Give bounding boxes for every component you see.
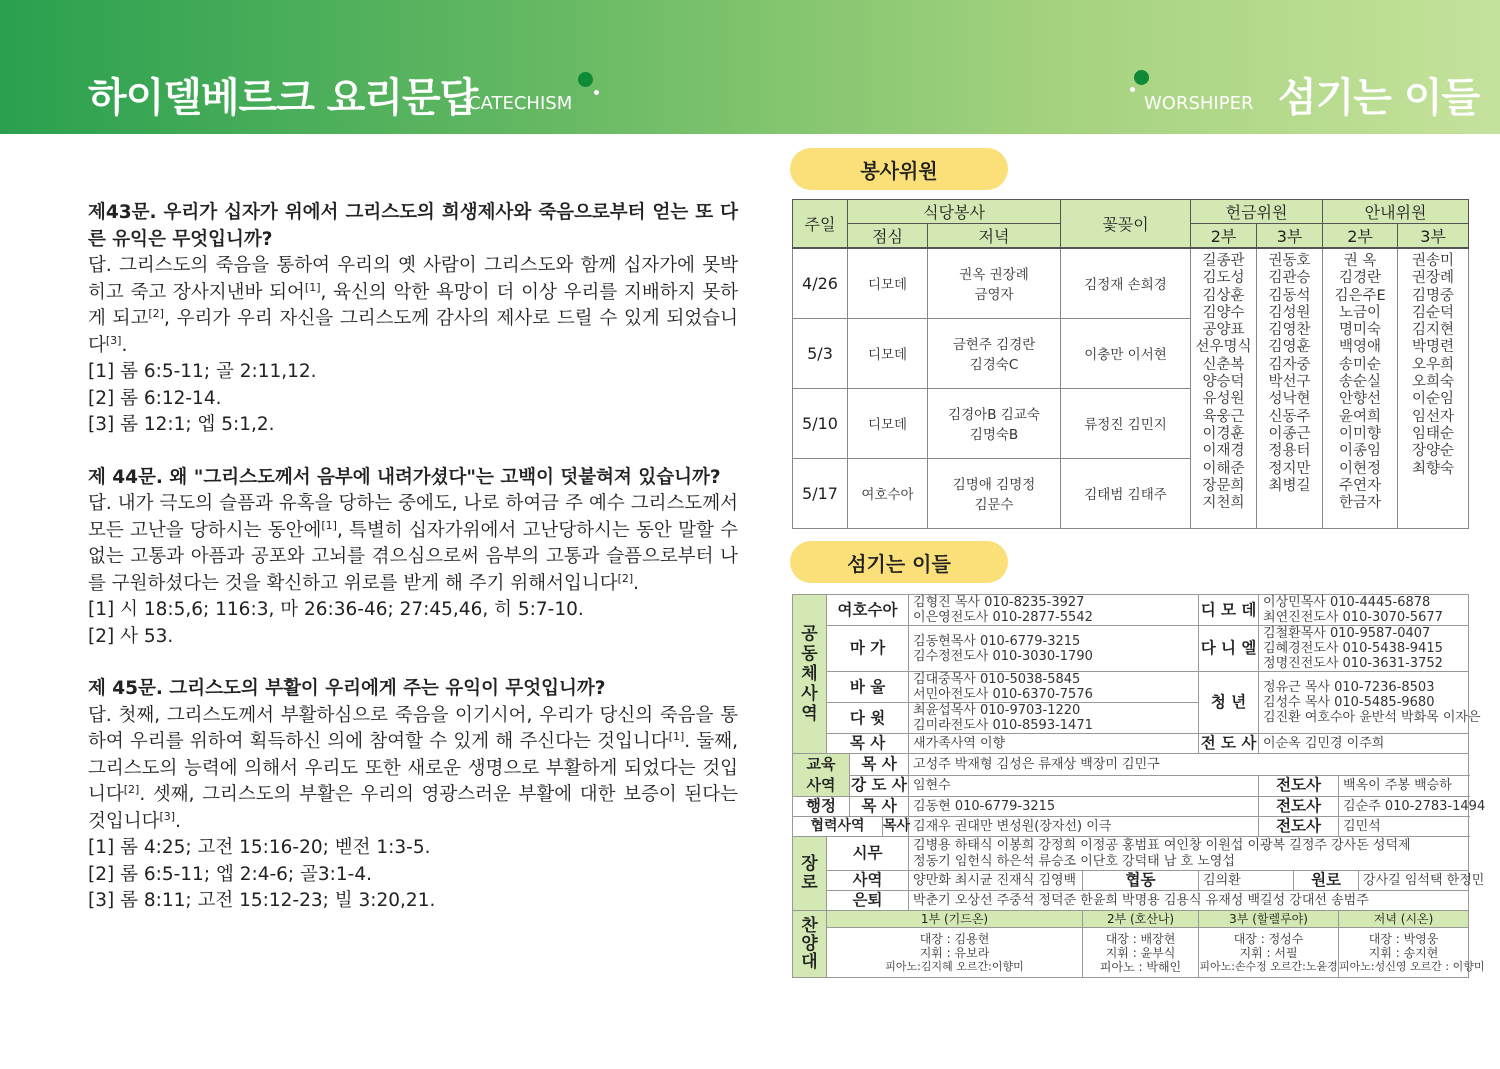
gangdosa-label: 강 도 사: [850, 775, 909, 797]
name-item: 김자중: [1268, 356, 1311, 373]
eunt-label: 은퇴: [827, 891, 909, 911]
coop-value: 김재우 권대만 변성원(장자선) 이극: [909, 817, 1259, 837]
jeondosa-label: 전 도 사: [1199, 734, 1259, 754]
date-cell: 5/17: [793, 458, 848, 528]
contact-line: 김성수 목사 010-5485-9680: [1263, 695, 1435, 710]
label-char: 역: [801, 704, 818, 724]
daniel-value: [1259, 626, 1469, 672]
saek-value: 양만화 최시균 진재식 김영백: [909, 871, 1083, 891]
dinner-line: 김명애 김명정: [952, 477, 1036, 493]
dinner-line: 김문수: [974, 497, 1014, 513]
name-item: 김관승: [1268, 270, 1311, 287]
answer: 답. 내가 극도의 슬픔과 유혹을 당하는 중에도, 나로 하여금 주 예수 그리스도께서 모든 고난을 당하시는 동안에[1], 특별히 십자가위에서 고난당하시는 동안 말할 수 없는 고통과 아픔과 공포와 고뇌를 겪으심으로써 음부의 고통과 슬픔으로부터 나를 구원하셨다는 것을 확신하고 위로를 받게 해 주기 위해서입니다[2].: [88, 493, 738, 594]
name-item: 김지현: [1412, 322, 1455, 339]
dot-icon: [578, 72, 593, 87]
elder-line: 김병용 하태식 이봉희 강정희 이정공 홍범표 여인창 이원섭 이광복 길정주 강사돈 성덕제: [913, 837, 1411, 853]
name-item: 주연자: [1339, 477, 1382, 494]
choir-line: 대장 : 박영웅: [1368, 931, 1439, 946]
wonro-label: 원로: [1294, 871, 1359, 891]
name-item: 신춘복: [1202, 356, 1245, 373]
header-offering: 헌금위원: [1191, 200, 1323, 224]
catechism-section: [88, 200, 738, 915]
offering-3-list: [1257, 248, 1323, 528]
dimode-label: 디 모 데: [1199, 595, 1259, 626]
staff-table: [792, 594, 1486, 978]
choir-line: 지휘 : 서필: [1239, 945, 1298, 960]
flower-cell: 김정재 손희경: [1061, 248, 1191, 318]
name-item: 이종임: [1339, 443, 1382, 460]
choir-line: 피아노:김지혜 오르간:이향미: [885, 959, 1024, 973]
date-cell: 5/3: [793, 318, 848, 388]
label-char: 장: [801, 853, 818, 874]
name-item: 장양순: [1412, 443, 1455, 460]
dinner-line: 권옥 권장례: [959, 267, 1029, 284]
name-item: 안향선: [1339, 391, 1382, 408]
contact-line: 김철환목사 010-9587-0407: [1263, 626, 1431, 641]
reference: [3] 롬 8:11; 고전 15:12-23; 빌 3:20,21.: [88, 890, 436, 911]
edu-moksa-label: 목 사: [850, 754, 909, 776]
name-item: 백영애: [1339, 339, 1382, 356]
hyeop-value: 김의환: [1199, 871, 1294, 891]
name-item: 노금이: [1339, 304, 1382, 321]
david-value: [909, 703, 1199, 734]
label-char: 사: [801, 684, 818, 704]
header-flower: 꽃꽂이: [1061, 200, 1191, 249]
coop-moksa-label: 목사: [883, 817, 909, 837]
edu-jeondosa-label: 전도사: [1259, 775, 1339, 797]
name-item: 권동호: [1268, 253, 1311, 269]
name-item: 김순덕: [1412, 304, 1455, 321]
name-item: 최병길: [1268, 477, 1311, 494]
gangdosa-value: 임현수: [909, 775, 1259, 797]
name-item: 최향숙: [1412, 460, 1455, 477]
community-ministry-label: [793, 595, 827, 754]
choir-line: 대장 : 배장현: [1105, 931, 1176, 946]
reference: [1] 시 18:5,6; 116:3, 마 26:36-46; 27:45,46, 히 5:7-10.: [88, 599, 584, 620]
contact-line: 최연진전도사 010-3070-5677: [1263, 610, 1443, 625]
label-char: 체: [801, 664, 818, 684]
daniel-label: 다 니 엘: [1199, 626, 1259, 672]
footnote-mark: [1]: [668, 729, 685, 743]
david-label: 다 윗: [827, 703, 909, 734]
stacked-label: [793, 754, 849, 796]
name-item: 김도성: [1202, 270, 1245, 287]
admin-jeondosa-label: 전도사: [1259, 797, 1339, 817]
name-item: 송순실: [1339, 374, 1382, 391]
footnote-mark: [2]: [617, 571, 634, 585]
name-item: 이현정: [1339, 460, 1382, 477]
name-item: 정용터: [1268, 443, 1311, 460]
name-item: 명미숙: [1339, 322, 1382, 339]
elder-line: 정동기 임헌식 하은석 류승조 이단호 강덕태 남 호 노영섭: [913, 853, 1235, 869]
contact-line: 정명진전도사 010-3631-3752: [1263, 656, 1443, 671]
name-item: 김영훈: [1268, 339, 1311, 356]
moksa-value: 새가족사역 이향: [909, 734, 1199, 754]
dinner-cell: [928, 318, 1061, 388]
dot-icon: [1130, 87, 1135, 92]
choir-line: 대장 : 정성수: [1233, 931, 1304, 946]
choir-line: 지휘 : 송지현: [1368, 945, 1439, 960]
dinner-line: 김경아B 김교숙: [948, 407, 1040, 423]
guide-2-list: [1323, 248, 1398, 528]
name-item: 성낙현: [1268, 391, 1311, 408]
choir-head: 2부 (호산나): [1083, 911, 1199, 928]
page-header: [0, 0, 1500, 134]
question: 제 45문. 그리스도의 부활이 우리에게 주는 유익이 무엇입니까?: [88, 678, 606, 699]
lunch-cell: 디모데: [848, 248, 928, 318]
contact-line: 정유근 목사 010-7236-8503: [1263, 680, 1435, 695]
choir-line: 피아노:손수정 오르간:노윤경: [1199, 959, 1338, 973]
staff-pill: 섬기는 이들: [790, 541, 1008, 583]
lunch-cell: 디모데: [848, 388, 928, 458]
dot-icon: [594, 90, 599, 95]
jeondosa-value: 이순옥 김민경 이주희: [1259, 734, 1469, 754]
admin-label: 행정: [793, 797, 850, 817]
simu-value: [909, 837, 1469, 871]
name-item: 김상훈: [1202, 287, 1245, 304]
name-item: 한금자: [1339, 495, 1382, 512]
name-item: 공양표: [1202, 322, 1245, 339]
date-cell: 4/26: [793, 248, 848, 318]
name-item: 정지만: [1268, 460, 1311, 477]
footnote-mark: [2]: [148, 306, 164, 320]
eunt-value: 박춘기 오상선 주중석 정덕준 한윤희 박명용 김용식 유재성 백길성 강대선 송범주: [909, 891, 1469, 911]
choir-label: [793, 911, 827, 978]
dot-icon: [1134, 70, 1149, 85]
dinner-cell: [928, 388, 1061, 458]
flower-cell: 류정진 김민지: [1061, 388, 1191, 458]
name-item: 임태순: [1412, 425, 1455, 442]
hyeop-label: 협동: [1083, 871, 1199, 891]
choir-cell: [1199, 928, 1339, 978]
coop-jeondosa-value: 김민석: [1339, 817, 1469, 837]
name-item: 김은주E: [1334, 287, 1386, 304]
name-item: 육웅근: [1202, 408, 1245, 425]
yeohosua-value: [909, 595, 1199, 626]
footnote-mark: [3]: [159, 809, 176, 823]
name-item: 오우희: [1412, 356, 1455, 373]
name-item: 김경란: [1339, 270, 1382, 287]
lunch-cell: 디모데: [848, 318, 928, 388]
question: 제43문. 우리가 십자가 위에서 그리스도의 희생제사와 죽음으로부터 얻는 또 다른 유익은 무엇입니까?: [88, 202, 738, 250]
footnote-mark: [1]: [321, 518, 337, 532]
dimode-value: [1259, 595, 1469, 626]
dinner-line: 금현주 김경란: [952, 337, 1036, 353]
saek-label: 사역: [827, 871, 909, 891]
edu-moksa-value: 고성주 박재형 김성은 류재상 백장미 김민구: [909, 754, 1469, 776]
contact-line: 김미라전도사 010-8593-1471: [913, 718, 1093, 733]
name-item: 김동석: [1268, 287, 1311, 304]
name-item: 윤여희: [1339, 408, 1382, 425]
contact-line: 김동현목사 010-6779-3215: [913, 633, 1081, 649]
choir-cell: [1083, 928, 1199, 978]
header-offering-3: 3부: [1257, 224, 1323, 249]
education-label: [793, 754, 850, 797]
name-item: 권송미: [1412, 253, 1455, 269]
header-guide-3: 3부: [1398, 224, 1469, 249]
footnote-mark: [3]: [105, 333, 122, 347]
date-cell: 5/10: [793, 388, 848, 458]
reference: [1] 롬 4:25; 고전 15:16-20; 벧전 1:3-5.: [88, 837, 431, 858]
choir-line: 지휘 : 윤부식: [1105, 945, 1176, 960]
contact-line: 김진환 여호수아 윤반석 박화목 이자은: [1263, 710, 1481, 725]
name-item: 박선구: [1268, 374, 1311, 391]
offering-2-list: [1191, 248, 1257, 528]
label-char: 양: [801, 934, 818, 954]
choir-head: 3부 (할렐루야): [1199, 911, 1339, 928]
name-item: 유성원: [1202, 391, 1245, 408]
name-item: 오희숙: [1412, 374, 1455, 391]
choir-line: 대장 : 김용현: [919, 931, 990, 946]
choir-line: 피아노 : 박해인: [1099, 959, 1182, 974]
title-right: 섬기는 이들: [1278, 75, 1480, 121]
section-gap: [88, 439, 738, 465]
name-item: 권장례: [1412, 270, 1455, 287]
title-left: 하이델베르크 요리문답: [88, 75, 478, 121]
name-item: 선우명식: [1195, 339, 1252, 356]
reference: [3] 롬 12:1; 엡 5:1,2.: [88, 414, 275, 435]
vertical-label: [793, 855, 826, 893]
service-committee-table: [792, 199, 1469, 529]
question: 제 44문. 왜 "그리스도께서 음부에 내려가셨다"는 고백이 덧붙혀져 있습니까?: [88, 466, 721, 488]
baul-value: [909, 672, 1199, 703]
label-char: 찬: [801, 916, 818, 936]
guide-3-list: [1398, 248, 1469, 528]
name-item: 길종관: [1202, 253, 1245, 269]
reference: [2] 롬 6:12-14.: [88, 387, 222, 409]
choir-cell: [827, 928, 1083, 978]
header-guide-2: 2부: [1323, 224, 1398, 249]
dinner-line: 김경숙C: [969, 357, 1019, 373]
dinner-line: 김명숙B: [969, 427, 1019, 443]
name-item: 이재경: [1202, 443, 1245, 460]
contact-line: 김대중목사 010-5038-5845: [913, 672, 1081, 687]
name-item: 양승덕: [1202, 374, 1245, 391]
dinner-cell: [928, 248, 1061, 318]
label-part: 사역: [806, 776, 836, 794]
name-item: 이경훈: [1202, 425, 1245, 442]
label-char: 동: [801, 644, 818, 664]
maga-value: [909, 626, 1199, 672]
admin-moksa-label: 목 사: [850, 797, 909, 817]
chung-value: [1259, 672, 1481, 734]
coop-jeondosa-label: 전도사: [1259, 817, 1339, 837]
header-lunch: 점심: [848, 224, 928, 249]
simu-label: 시무: [827, 837, 909, 871]
reference: [2] 사 53.: [88, 625, 174, 647]
name-item: 이종근: [1268, 425, 1311, 442]
header-meal: 식당봉사: [848, 200, 1061, 224]
label-part: 교육: [806, 755, 836, 773]
elder-label: [793, 837, 827, 911]
name-item: 송미순: [1339, 356, 1382, 373]
subtitle-left: CATECHISM: [468, 93, 573, 114]
name-item: 지천희: [1202, 495, 1245, 512]
header-dinner: 저녁: [928, 224, 1061, 249]
subtitle-right: WORSHIPER: [1144, 93, 1254, 114]
header-offering-2: 2부: [1191, 224, 1257, 249]
wonro-value: 강사길 임석택 한정민: [1359, 871, 1469, 891]
label-char: 공: [801, 624, 818, 644]
name-item: 신동주: [1268, 408, 1311, 425]
label-char: 대: [801, 952, 818, 972]
header-date: 주일: [793, 200, 848, 249]
name-item: 임선자: [1412, 408, 1455, 425]
choir-line: 피아노:성신영 오르간 : 이향미: [1339, 959, 1485, 973]
contact-line: 이은영전도사 010-2877-5542: [913, 610, 1093, 625]
dinner-cell: [928, 458, 1061, 528]
contact-line: 이상민목사 010-4445-6878: [1263, 595, 1431, 610]
coop-label: 협력사역: [793, 817, 883, 837]
edu-jeondosa-value: 백옥이 주봉 백승하: [1339, 775, 1469, 797]
header-guide: 안내위원: [1323, 200, 1469, 224]
name-item: 권 옥: [1343, 253, 1377, 269]
name-item: 김양수: [1202, 304, 1245, 321]
choir-head: 저녁 (시온): [1339, 911, 1469, 928]
contact-line: 서민아전도사 010-6370-7576: [913, 687, 1093, 702]
name-item: 장문희: [1202, 477, 1245, 494]
choir-head: 1부 (기드온): [827, 911, 1083, 928]
vertical-label: [793, 624, 826, 724]
contact-line: 최윤섭목사 010-9703-1220: [913, 703, 1081, 718]
baul-label: 바 울: [827, 672, 909, 703]
choir-line: 지휘 : 유보라: [919, 945, 990, 960]
vertical-label: [793, 917, 826, 971]
name-item: 이순임: [1412, 391, 1455, 408]
service-committee-pill: 봉사위원: [790, 148, 1008, 190]
chung-label: 청 년: [1199, 672, 1259, 734]
reference: [1] 롬 6:5-11; 골 2:11,12.: [88, 361, 317, 382]
flower-cell: 이충만 이서현: [1061, 318, 1191, 388]
name-item: 김명중: [1412, 287, 1455, 304]
moksa-label: 목 사: [827, 734, 909, 754]
yeohosua-label: 여호수아: [827, 595, 909, 626]
contact-line: 김형진 목사 010-8235-3927: [913, 595, 1085, 610]
admin-value: 김동현 010-6779-3215: [909, 797, 1259, 817]
label-char: 로: [801, 872, 818, 893]
contact-line: 김혜경전도사 010-5438-9415: [1263, 641, 1443, 656]
answer: 답. 첫째, 그리스도께서 부활하심으로 죽음을 이기시어, 우리가 당신의 죽음을 통하여 우리를 위하여 획득하신 의에 참여할 수 있게 해 주신다는 것입니다[1]. 둘째, 그리스도의 능력에 의해서 우리도 또한 새로운 생명으로 부활하게 되었다는 것입니다[2]. 셋째, 그리스도의 부활은 우리의 영광스러운 부활에 대한 보증이 된다는 것입니다[3].: [88, 704, 738, 832]
name-item: 김영찬: [1268, 322, 1311, 339]
footnote-mark: [2]: [123, 782, 140, 796]
section-gap: [88, 650, 738, 676]
maga-label: 마 가: [827, 626, 909, 672]
dinner-line: 금영자: [974, 287, 1014, 304]
name-item: 박명련: [1412, 339, 1455, 356]
choir-cell: [1339, 928, 1485, 978]
reference: [2] 롬 6:5-11; 엡 2:4-6; 골3:1-4.: [88, 863, 372, 885]
footnote-mark: [1]: [304, 280, 321, 294]
name-item: 이해준: [1202, 460, 1245, 477]
name-item: 이미향: [1339, 425, 1382, 442]
lunch-cell: 여호수아: [848, 458, 928, 528]
flower-cell: 김태범 김태주: [1061, 458, 1191, 528]
admin-jeondosa-value: 김순주 010-2783-1494: [1339, 797, 1469, 817]
answer: 답. 그리스도의 죽음을 통하여 우리의 옛 사람이 그리스도와 함께 십자가에 못박히고 죽고 장사지낸바 되어[1], 육신의 악한 욕망이 더 이상 우리를 지배하지 못하게 되고[2], 우리가 우리 자신을 그리스도께 감사의 제사로 드릴 수 있게 되었습니다[3].: [88, 255, 738, 356]
name-item: 김성원: [1268, 304, 1311, 321]
contact-line: 김수정전도사 010-3030-1790: [913, 648, 1093, 664]
